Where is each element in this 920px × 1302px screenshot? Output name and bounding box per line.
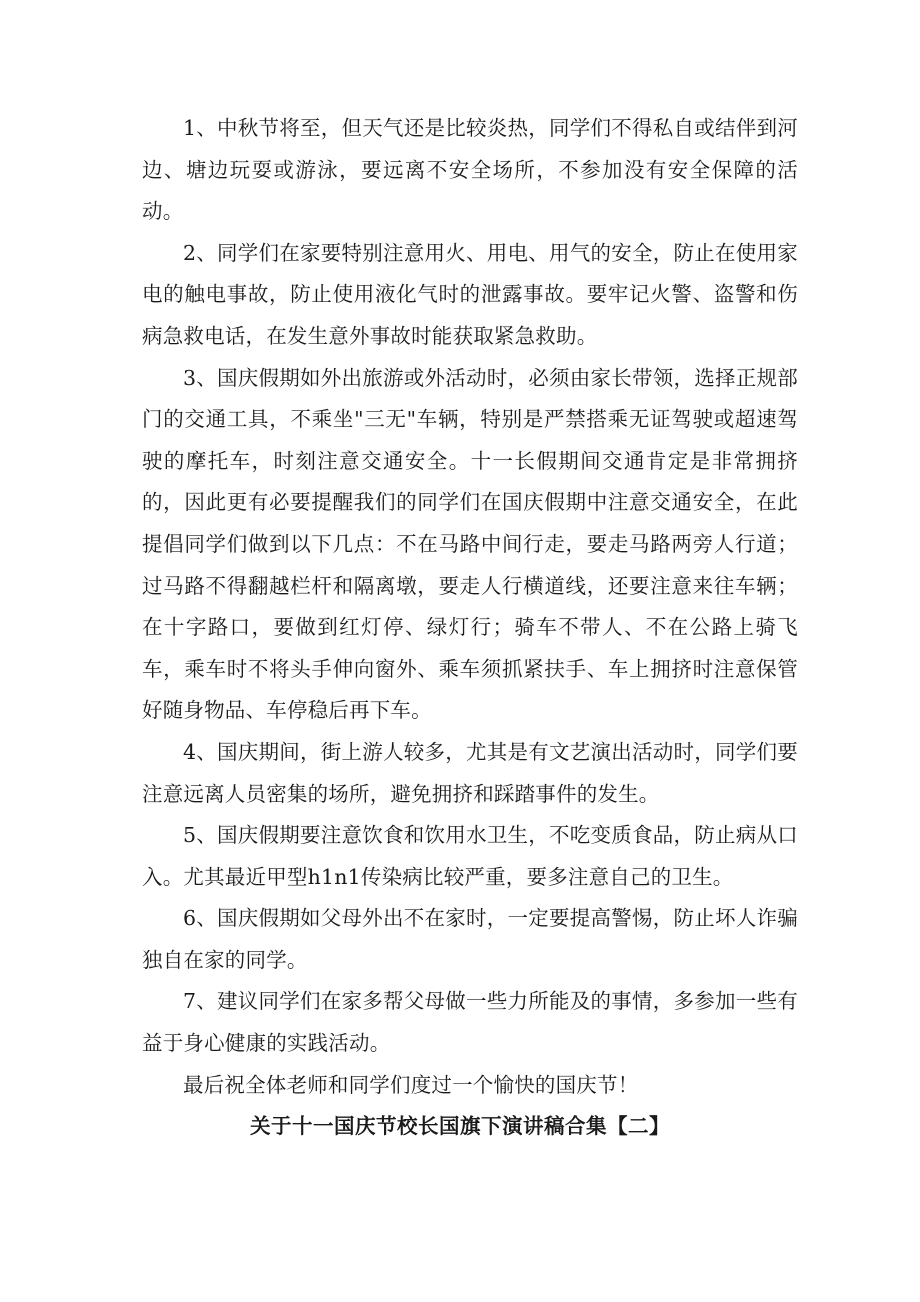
paragraph-2: 2、同学们在家要特别注意用火、用电、用气的安全，防止在使用家电的触电事故，防止使用液化气时的泄露事故。要牢记火警、盗警和伤病急救电话，在发生意外事故时能获取紧急救助。 <box>142 240 798 348</box>
paragraph-3: 3、国庆假期如外出旅游或外活动时，必须由家长带领，选择正规部门的交通工具，不乘坐"三无"车辆，特别是严禁搭乘无证驾驶或超速驾驶的摩托车，时刻注意交通安全。十一长假期间交通肯定是非常拥挤的，因此更有必要提醒我们的同学们在国庆假期中注意交通安全，在此提倡同学们做到以下几点：不在马路中间行走，要走马路两旁人行道；过马路不得翻越栏杆和隔离墩，要走人行横道线，还要注意来往车辆；在十字路口，要做到红灯停、绿灯行；骑车不带人、不在公路上骑飞车，乘车时不将头手伸向窗外、乘车须抓紧扶手、车上拥挤时注意保管好随身物品、车停稳后再下车。 <box>142 365 798 723</box>
paragraph-1: 1、中秋节将至，但天气还是比较炎热，同学们不得私自或结伴到河边、塘边玩耍或游泳，要远离不安全场所，不参加没有安全保障的活动。 <box>142 116 798 224</box>
paragraph-7: 7、建议同学们在家多帮父母做一些力所能及的事情，多参加一些有益于身心健康的实践活动。 <box>142 989 798 1056</box>
paragraph-4: 4、国庆期间，街上游人较多，尤其是有文艺演出活动时，同学们要注意远离人员密集的场所，避免拥挤和踩踏事件的发生。 <box>142 739 798 806</box>
paragraph-6: 6、国庆假期如父母外出不在家时，一定要提高警惕，防止坏人诈骗独自在家的同学。 <box>142 906 798 972</box>
paragraph-5: 5、国庆假期要注意饮食和饮用水卫生，不吃变质食品，防止病从口入。尤其最近甲型h1n1传染病比较严重，要多注意自己的卫生。 <box>142 823 798 889</box>
section-title: 关于十一国庆节校长国旗下演讲稿合集【二】 <box>250 1114 670 1139</box>
closing-remark: 最后祝全体老师和同学们度过一个愉快的国庆节！ <box>183 1072 639 1097</box>
document-body <box>142 108 798 1148</box>
